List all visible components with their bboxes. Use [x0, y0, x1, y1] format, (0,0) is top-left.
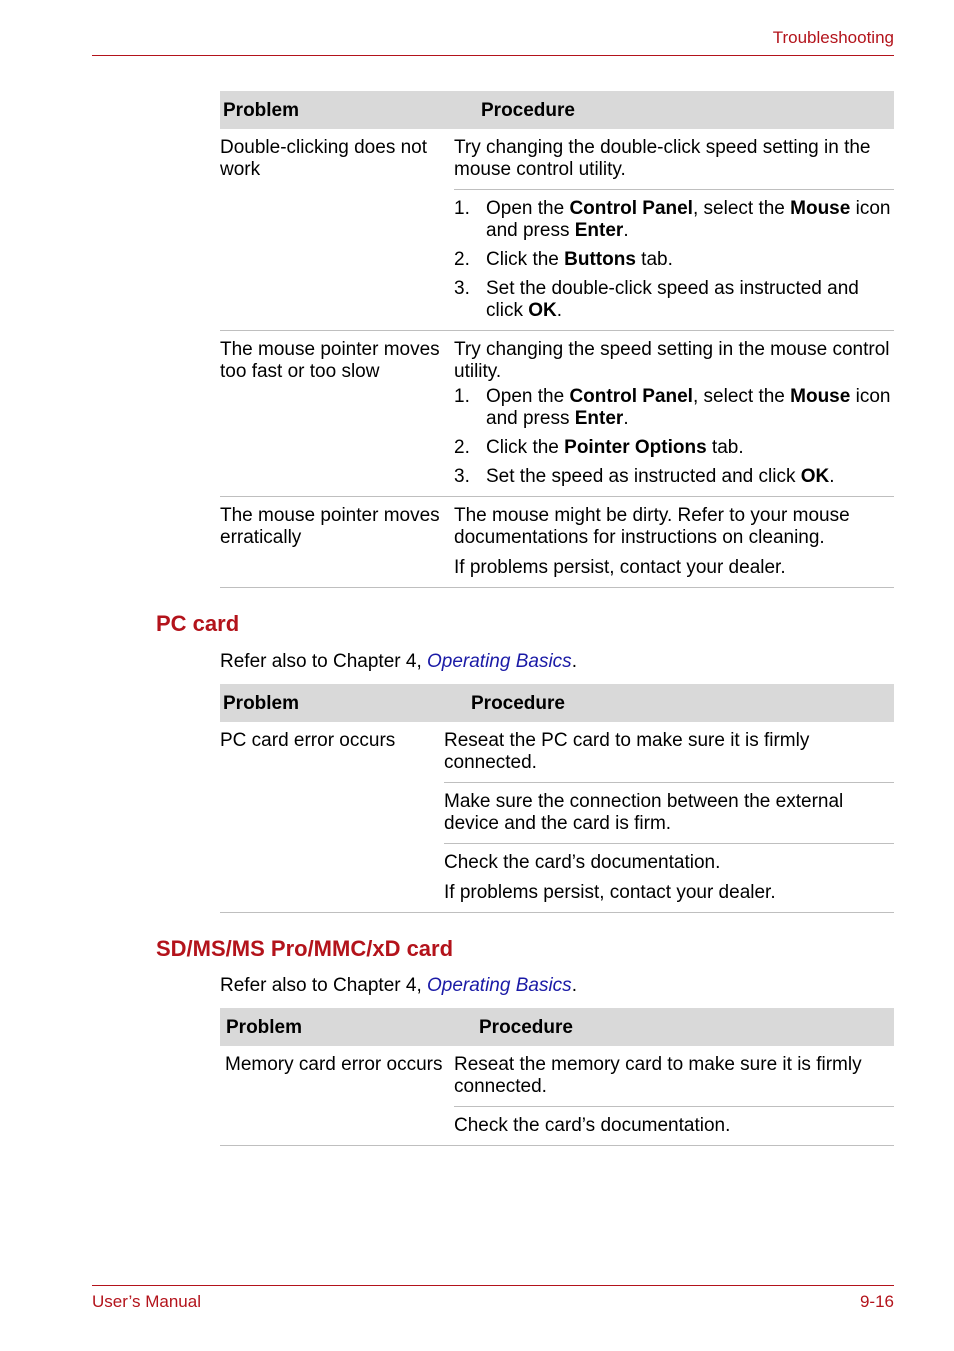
- step-text: tab.: [635, 249, 673, 270]
- steps-list: [454, 386, 894, 488]
- refer-text: .: [571, 975, 577, 996]
- procedure-cell: [454, 129, 894, 331]
- procedure-block: [444, 782, 894, 843]
- footer-rule: [92, 1285, 894, 1286]
- step-text: Open the: [486, 198, 570, 219]
- table-header-row: [220, 91, 894, 129]
- list-item: [454, 249, 894, 271]
- step-bold-text: OK: [800, 466, 830, 487]
- procedure-block: [454, 129, 894, 189]
- step-text: .: [623, 408, 629, 429]
- step-text: , select the: [692, 386, 791, 407]
- procedure-cell: [454, 497, 894, 588]
- procedure-text: Reseat the memory card to make sure it is firmly connected.: [454, 1054, 862, 1097]
- problem-cell: Memory card error occurs: [220, 1046, 449, 1146]
- procedure-cell: [449, 1046, 894, 1146]
- procedure-text: If problems persist, contact your dealer.: [444, 882, 776, 903]
- mouse-problem-table: [220, 91, 894, 588]
- refer-line: [220, 975, 577, 997]
- step-bold-text: Control Panel: [569, 386, 693, 407]
- table-header-row: [220, 684, 894, 722]
- refer-text: .: [571, 651, 577, 672]
- procedure-text: Reseat the PC card to make sure it is firmly connected.: [444, 730, 810, 773]
- header-section-title: Troubleshooting: [772, 28, 894, 47]
- step-text: .: [829, 466, 835, 487]
- refer-text: Refer also to Chapter 4,: [220, 651, 427, 672]
- problem-cell: The mouse pointer moves erratically: [220, 497, 454, 588]
- step-text: Click the: [486, 249, 565, 270]
- column-header-problem: Problem: [220, 684, 444, 722]
- procedure-block: [454, 1106, 894, 1145]
- step-number: 2.: [454, 437, 470, 458]
- step-bold-text: Enter: [574, 408, 624, 429]
- section-title-pc-card: PC card: [156, 611, 240, 636]
- table-row: [220, 129, 894, 331]
- step-text: , select the: [692, 198, 791, 219]
- table-row: [220, 1046, 894, 1146]
- list-item: [454, 278, 894, 322]
- pc-card-problem-table: [220, 684, 894, 913]
- procedure-text: Check the card’s documentation.: [444, 852, 721, 873]
- operating-basics-link[interactable]: Operating Basics: [427, 975, 572, 996]
- table-row: [220, 497, 894, 588]
- list-item: [454, 466, 894, 488]
- section-title-memory-card: SD/MS/MS Pro/MMC/xD card: [156, 936, 454, 961]
- step-text: Open the: [486, 386, 570, 407]
- step-number: 3.: [454, 278, 470, 299]
- step-text: Click the: [486, 437, 565, 458]
- procedure-text: If problems persist, contact your dealer.: [454, 557, 786, 578]
- procedure-block: [454, 189, 894, 330]
- steps-list: [454, 198, 894, 322]
- list-item: [454, 198, 894, 242]
- step-text: tab.: [706, 437, 744, 458]
- step-bold-text: Enter: [574, 220, 624, 241]
- step-bold-text: Mouse: [790, 386, 851, 407]
- list-item: [454, 386, 894, 430]
- header-rule: [92, 55, 894, 56]
- procedure-text: The mouse might be dirty. Refer to your mouse documentations for instructions on cleaning.: [454, 505, 850, 548]
- procedure-cell: [444, 722, 894, 913]
- step-bold-text: Mouse: [790, 198, 851, 219]
- procedure-cell: [454, 331, 894, 497]
- step-bold-text: Pointer Options: [564, 437, 707, 458]
- column-header-procedure: Procedure: [449, 1008, 894, 1046]
- footer-manual-title: User’s Manual: [92, 1292, 201, 1311]
- column-header-procedure: Procedure: [444, 684, 894, 722]
- procedure-block: [454, 1046, 894, 1106]
- procedure-block: [444, 722, 894, 782]
- refer-text: Refer also to Chapter 4,: [220, 975, 427, 996]
- step-text: icon and press: [486, 198, 891, 241]
- procedure-text: Check the card’s documentation.: [454, 1115, 731, 1136]
- operating-basics-link[interactable]: Operating Basics: [427, 651, 572, 672]
- procedure-text: Try changing the double-click speed setting in the mouse control utility.: [454, 137, 871, 180]
- table-row: [220, 331, 894, 497]
- list-item: [454, 437, 894, 459]
- step-text: .: [556, 300, 563, 321]
- column-header-problem: Problem: [220, 91, 454, 129]
- table-row: [220, 722, 894, 913]
- procedure-block: [454, 331, 894, 496]
- step-number: 1.: [454, 386, 470, 407]
- step-text: Set the double-click speed as instructed and click: [486, 278, 859, 321]
- procedure-text: Try changing the speed setting in the mouse control utility.: [454, 339, 890, 382]
- step-text: Set the speed as instructed and click: [486, 466, 801, 487]
- procedure-block: [444, 843, 894, 912]
- procedure-text: Make sure the connection between the external device and the card is firm.: [444, 791, 844, 834]
- problem-cell: The mouse pointer moves too fast or too slow: [220, 331, 454, 497]
- refer-line: [220, 651, 577, 673]
- step-bold-text: Buttons: [564, 249, 636, 270]
- problem-cell: PC card error occurs: [220, 722, 444, 913]
- step-text: .: [623, 220, 629, 241]
- step-number: 3.: [454, 466, 470, 487]
- step-bold-text: OK: [528, 300, 557, 321]
- table-header-row: [220, 1008, 894, 1046]
- step-text: icon and press: [486, 386, 891, 429]
- memory-card-problem-table: [220, 1008, 894, 1146]
- column-header-problem: Problem: [220, 1008, 449, 1046]
- step-number: 2.: [454, 249, 470, 270]
- problem-cell: Double-clicking does not work: [220, 129, 454, 331]
- footer-page-number: 9-16: [859, 1292, 894, 1311]
- step-bold-text: Control Panel: [569, 198, 693, 219]
- procedure-block: [454, 497, 894, 587]
- step-number: 1.: [454, 198, 470, 219]
- column-header-procedure: Procedure: [454, 91, 894, 129]
